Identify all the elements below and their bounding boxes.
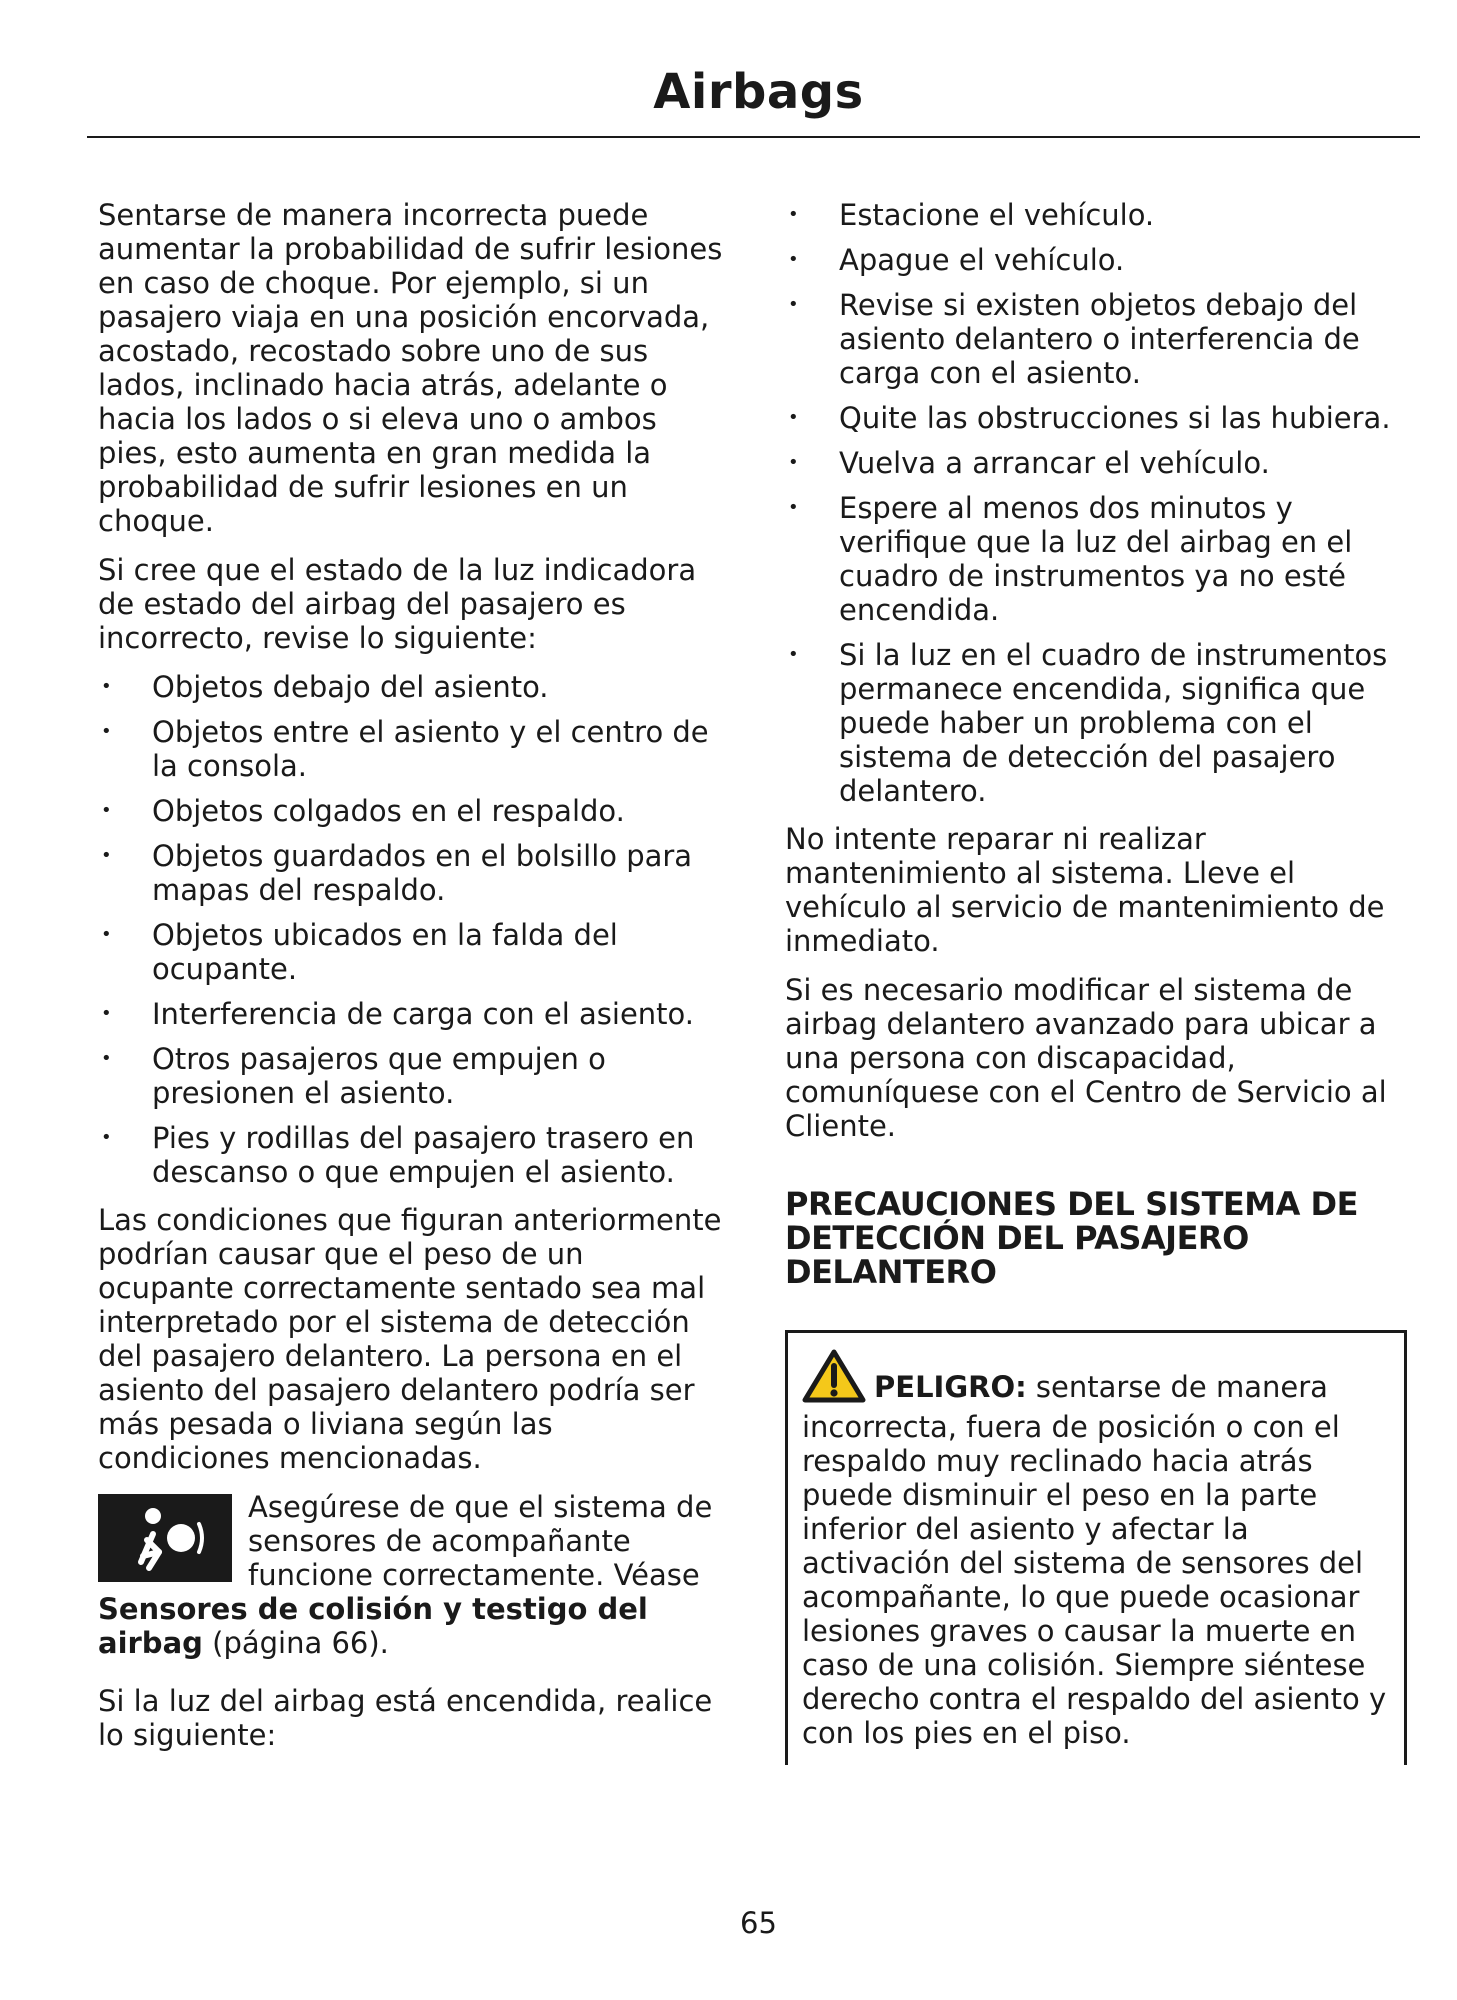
warning-box — [785, 1330, 1407, 1765]
airbag-icon — [98, 1494, 232, 1582]
paragraph-no-repair: No intente reparar ni realizar mantenimiento al sistema. Lleve el vehículo al servicio de mantenimiento de inmediato. — [785, 822, 1385, 958]
list-item: • Espere al menos dos minutos y verifique que la luz del airbag en el cuadro de instrumentos ya no esté encendida. — [785, 491, 1415, 627]
list-item: • Estacione el vehículo. — [785, 198, 1415, 232]
paragraph-conditions: Las condiciones que figuran anteriormente podrían causar que el peso de un ocupante correctamente sentado sea mal interpretado por el sistema de detección del pasajero delantero. La persona en el asiento del pasajero delantero podría ser más pesada o liviana según las condiciones mencionadas. — [98, 1203, 722, 1475]
page-title: Airbags — [653, 64, 864, 120]
list-item: • Objetos debajo del asiento. — [98, 670, 728, 704]
list-item: • Objetos colgados en el respaldo. — [98, 794, 728, 828]
checklist-steps — [785, 198, 1415, 808]
list-item: • Objetos entre el asiento y el centro de la consola. — [98, 715, 728, 783]
section-heading — [785, 1187, 1415, 1289]
list-item: • Si la luz en el cuadro de instrumentos permanece encendida, significa que puede haber un problema con el sistema de detección del pasajero delantero. — [785, 638, 1415, 808]
warning-label: PELIGRO: — [874, 1370, 1027, 1404]
paragraph-light-on: Si la luz del airbag está encendida, realice lo siguiente: — [98, 1684, 713, 1752]
heading-line: PRECAUCIONES DEL SISTEMA DE — [785, 1185, 1358, 1223]
list-item: • Objetos ubicados en la falda del ocupante. — [98, 918, 728, 986]
list-item: • Revise si existen objetos debajo del asiento delantero o interferencia de carga con el asiento. — [785, 288, 1415, 390]
left-column — [98, 198, 728, 1767]
list-item: • Otros pasajeros que empujen o presionen el asiento. — [98, 1042, 728, 1110]
right-column — [785, 198, 1415, 1323]
heading-line: DETECCIÓN DEL PASAJERO — [785, 1219, 1249, 1257]
airbag-note — [98, 1490, 728, 1660]
paragraph-seating: Sentarse de manera incorrecta puede aumentar la probabilidad de sufrir lesiones en caso de choque. Por ejemplo, si un pasajero viaja en una posición encorvada, acostado, recostado sobre uno de sus lados, inclinado hacia atrás, adelante o hacia los lados o si eleva uno o ambos pies, esto aumenta en gran medida la probabilidad de sufrir lesiones en un choque. — [98, 198, 723, 538]
list-item: • Objetos guardados en el bolsillo para mapas del respaldo. — [98, 839, 728, 907]
list-item: • Pies y rodillas del pasajero trasero en descanso o que empujen el asiento. — [98, 1121, 728, 1189]
warning-text: sentarse de manera incorrecta, fuera de posición o con el respaldo muy reclinado hacia atrás puede disminuir el peso en la parte inferior del asiento y afectar la activación del sistema de sensores del acompañante, lo que puede ocasionar lesiones graves o causar la muerte en caso de una colisión. Siempre siéntese derecho contra el respaldo del asiento y con los pies en el piso. — [802, 1370, 1387, 1750]
cross-reference-link[interactable]: Sensores de colisión y testigo del airbag — [98, 1592, 648, 1660]
heading-line: DELANTERO — [785, 1253, 997, 1291]
list-item: • Interferencia de carga con el asiento. — [98, 997, 728, 1031]
list-item: • Apague el vehículo. — [785, 243, 1415, 277]
paragraph-modify-system: Si es necesario modificar el sistema de airbag delantero avanzado para ubicar a una persona con discapacidad, comuníquese con el Centro de Servicio al Cliente. — [785, 973, 1387, 1143]
header-divider — [87, 136, 1420, 138]
list-item: • Quite las obstrucciones si las hubiera. — [785, 401, 1415, 435]
page-reference: (página 66). — [212, 1626, 389, 1660]
warning-triangle-icon — [802, 1349, 866, 1410]
airbag-note-text: Asegúrese de que el sistema de sensores de acompañante funcione correctamente. Véase — [248, 1490, 713, 1592]
paragraph-indicator-check: Si cree que el estado de la luz indicadora de estado del airbag del pasajero es incorrecto, revise lo siguiente: — [98, 553, 697, 655]
list-item: • Vuelva a arrancar el vehículo. — [785, 446, 1415, 480]
checklist-objects — [98, 670, 728, 1189]
page-number: 65 — [740, 1906, 777, 1940]
